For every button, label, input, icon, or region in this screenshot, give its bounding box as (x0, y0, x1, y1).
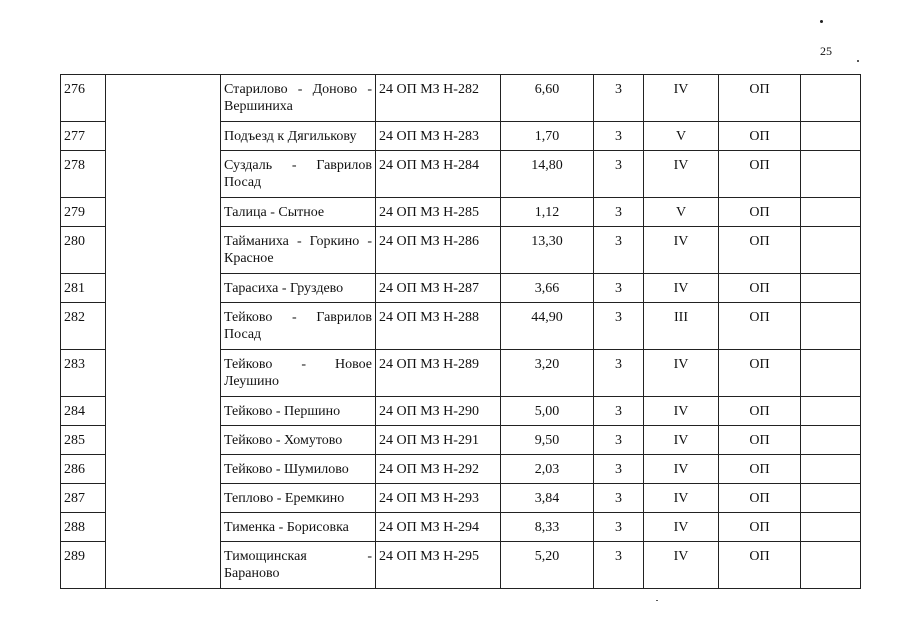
row-number: 283 (61, 350, 106, 397)
road-name: Тейково - Новое Леушино (221, 350, 376, 397)
row-number: 282 (61, 303, 106, 350)
road-length: 2,03 (501, 455, 594, 484)
road-length: 14,80 (501, 151, 594, 198)
road-class: IV (644, 484, 719, 513)
road-significance: ОП (719, 198, 801, 227)
blank-cell (801, 426, 861, 455)
road-length: 5,00 (501, 397, 594, 426)
road-name: Тейково - Шумилово (221, 455, 376, 484)
road-category: 3 (594, 227, 644, 274)
row-number: 287 (61, 484, 106, 513)
road-class: III (644, 303, 719, 350)
row-number: 284 (61, 397, 106, 426)
road-code: 24 ОП МЗ Н-283 (376, 122, 501, 151)
road-class: IV (644, 397, 719, 426)
blank-cell (801, 513, 861, 542)
road-code: 24 ОП МЗ Н-282 (376, 75, 501, 122)
road-category: 3 (594, 122, 644, 151)
blank-cell (801, 350, 861, 397)
blank-cell (801, 484, 861, 513)
road-code: 24 ОП МЗ Н-289 (376, 350, 501, 397)
road-category: 3 (594, 198, 644, 227)
blank-cell (801, 227, 861, 274)
road-name: Тарасиха - Груздево (221, 274, 376, 303)
road-length: 3,20 (501, 350, 594, 397)
road-significance: ОП (719, 455, 801, 484)
road-code: 24 ОП МЗ Н-294 (376, 513, 501, 542)
roads-table (60, 74, 861, 589)
road-significance: ОП (719, 274, 801, 303)
road-code: 24 ОП МЗ Н-284 (376, 151, 501, 198)
road-category: 3 (594, 151, 644, 198)
row-number: 277 (61, 122, 106, 151)
blank-cell (801, 455, 861, 484)
road-class: IV (644, 75, 719, 122)
road-class: IV (644, 350, 719, 397)
road-category: 3 (594, 426, 644, 455)
road-length: 5,20 (501, 542, 594, 589)
road-code: 24 ОП МЗ Н-285 (376, 198, 501, 227)
road-class: IV (644, 542, 719, 589)
road-category: 3 (594, 274, 644, 303)
road-class: IV (644, 227, 719, 274)
scan-speck (656, 600, 658, 601)
road-length: 3,84 (501, 484, 594, 513)
road-category: 3 (594, 303, 644, 350)
road-code: 24 ОП МЗ Н-293 (376, 484, 501, 513)
road-name: Подъезд к Дягилькову (221, 122, 376, 151)
road-length: 9,50 (501, 426, 594, 455)
road-name: Старилово - Доново - Вершиниха (221, 75, 376, 122)
road-category: 3 (594, 350, 644, 397)
road-class: IV (644, 274, 719, 303)
road-category: 3 (594, 397, 644, 426)
blank-cell (801, 274, 861, 303)
blank-cell (801, 151, 861, 198)
road-class: V (644, 198, 719, 227)
road-length: 3,66 (501, 274, 594, 303)
road-code: 24 ОП МЗ Н-286 (376, 227, 501, 274)
road-significance: ОП (719, 227, 801, 274)
road-length: 1,70 (501, 122, 594, 151)
road-name: Тайманиха - Горкино - Красное (221, 227, 376, 274)
road-name: Тименка - Борисовка (221, 513, 376, 542)
row-number: 289 (61, 542, 106, 589)
road-category: 3 (594, 455, 644, 484)
table-body (61, 75, 861, 589)
road-name: Талица - Сытное (221, 198, 376, 227)
road-length: 8,33 (501, 513, 594, 542)
road-name: Тейково - Хомутово (221, 426, 376, 455)
road-name: Суздаль - Гаврилов Посад (221, 151, 376, 198)
road-class: IV (644, 151, 719, 198)
road-code: 24 ОП МЗ Н-292 (376, 455, 501, 484)
road-class: V (644, 122, 719, 151)
road-name: Тейково - Першино (221, 397, 376, 426)
blank-cell (801, 542, 861, 589)
table-row (61, 75, 861, 122)
road-category: 3 (594, 513, 644, 542)
road-class: IV (644, 455, 719, 484)
road-code: 24 ОП МЗ Н-288 (376, 303, 501, 350)
road-code: 24 ОП МЗ Н-287 (376, 274, 501, 303)
road-significance: ОП (719, 151, 801, 198)
road-category: 3 (594, 542, 644, 589)
road-category: 3 (594, 75, 644, 122)
road-significance: ОП (719, 426, 801, 455)
page-number: 25 (820, 44, 832, 58)
road-code: 24 ОП МЗ Н-295 (376, 542, 501, 589)
road-category: 3 (594, 484, 644, 513)
road-code: 24 ОП МЗ Н-290 (376, 397, 501, 426)
blank-cell (801, 122, 861, 151)
row-number: 276 (61, 75, 106, 122)
road-class: IV (644, 426, 719, 455)
blank-cell (801, 75, 861, 122)
blank-cell (801, 303, 861, 350)
road-length: 1,12 (501, 198, 594, 227)
road-significance: ОП (719, 397, 801, 426)
road-length: 6,60 (501, 75, 594, 122)
row-number: 278 (61, 151, 106, 198)
road-significance: ОП (719, 513, 801, 542)
row-number: 279 (61, 198, 106, 227)
road-significance: ОП (719, 303, 801, 350)
road-class: IV (644, 513, 719, 542)
row-number: 286 (61, 455, 106, 484)
road-significance: ОП (719, 542, 801, 589)
row-number: 281 (61, 274, 106, 303)
blank-cell (801, 397, 861, 426)
blank-cell (106, 75, 221, 589)
road-length: 44,90 (501, 303, 594, 350)
road-length: 13,30 (501, 227, 594, 274)
road-code: 24 ОП МЗ Н-291 (376, 426, 501, 455)
road-name: Тимощинская - Бараново (221, 542, 376, 589)
row-number: 280 (61, 227, 106, 274)
scan-speck (820, 20, 823, 23)
road-significance: ОП (719, 350, 801, 397)
road-significance: ОП (719, 75, 801, 122)
blank-cell (801, 198, 861, 227)
road-name: Тейково - Гаврилов Посад (221, 303, 376, 350)
row-number: 288 (61, 513, 106, 542)
scan-speck (857, 60, 859, 62)
road-significance: ОП (719, 484, 801, 513)
row-number: 285 (61, 426, 106, 455)
road-name: Теплово - Еремкино (221, 484, 376, 513)
road-significance: ОП (719, 122, 801, 151)
